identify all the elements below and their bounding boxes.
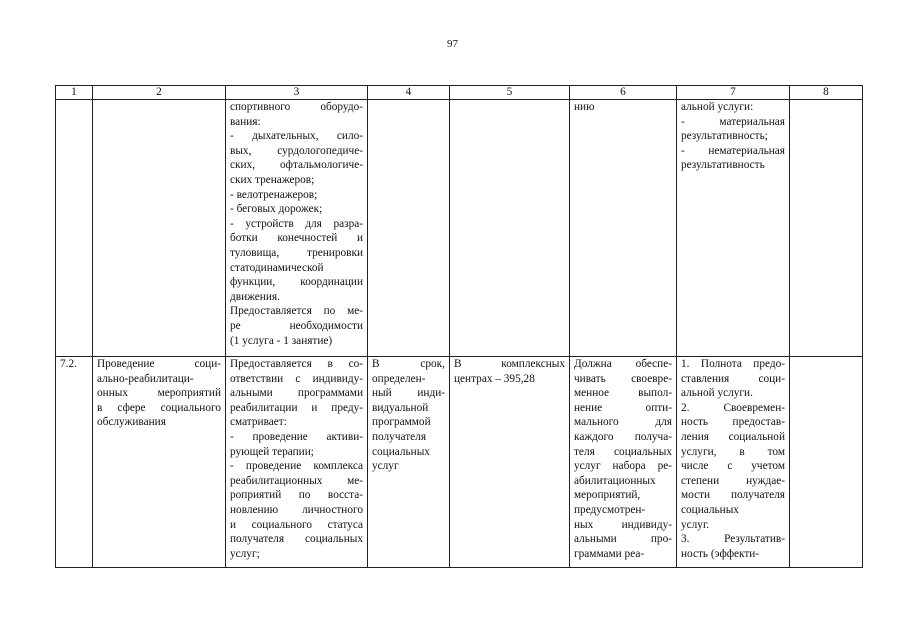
cell-line: мости получателя [681,489,785,502]
cell-line: Должна обеспе- [574,358,672,370]
cell-line: видуальной [372,401,429,414]
cell-line: услуги, в том [681,445,785,458]
cell-line: - беговых дорожек; [230,203,323,216]
cell-line: 7.2. [60,358,77,370]
table-cell [56,357,93,568]
cell-line: ре необходимости [230,319,363,332]
cell-line: вых, сурдологопедиче- [230,144,363,157]
cell-line: - устройств для разра- [230,217,363,230]
cell-line: ставления соци- [681,372,785,385]
cell-line: реабилитации и преду- [230,401,363,414]
page-number: 97 [447,38,458,50]
cell-line: ность (эффекти- [681,547,760,560]
cell-line: альной услуги. [681,387,753,400]
column-header: 6 [570,86,677,100]
cell-line: 2. Своевремен- [681,401,785,414]
table-cell [570,100,677,357]
cell-line: ских, офтальмологиче- [230,159,363,172]
table-cell [677,357,790,568]
cell-line: ность предостав- [681,416,785,429]
cell-line: 1. Полнота предо- [681,358,785,370]
cell-line: - велотренажеров; [230,188,318,201]
table-cell [368,100,450,357]
cell-line: ответствии с индивиду- [230,372,363,385]
cell-line: чивать своевре- [574,372,672,385]
table-cell [93,100,226,357]
cell-line: и социального статуса [230,518,363,531]
cell-line: числе с учетом [681,460,785,473]
cell-line: получателя [372,430,427,443]
table-cell [450,100,570,357]
cell-line: результативность; [681,130,768,143]
cell-line: движения. [230,290,280,303]
cell-line: услуг. [681,518,710,531]
cell-line: (1 услуга - 1 занятие) [230,334,333,347]
column-header: 1 [56,86,93,100]
cell-line: ных индивиду- [574,518,672,531]
cell-line: статодинамической [230,261,324,274]
cell-line: - проведение комплекса [230,460,363,473]
cell-line: - нематериальная [681,144,785,157]
cell-line: нение опти- [574,401,672,414]
table-cell [790,100,863,357]
column-header: 7 [677,86,790,100]
cell-line: ный инди- [372,387,445,400]
cell-line: сматривает: [230,416,287,429]
cell-line: каждого получа- [574,430,672,443]
column-header: 2 [93,86,226,100]
column-numbers-row [56,86,863,100]
column-header: 5 [450,86,570,100]
table-cell [790,357,863,568]
cell-line: роприятий по восста- [230,489,363,502]
cell-line: программой [372,416,431,429]
cell-line: - проведение активи- [230,430,363,443]
cell-line: альной услуги: [681,101,754,113]
cell-line: В комплексных [454,358,565,370]
cell-line: - дыхательных, сило- [230,130,363,143]
cell-line: Предоставляется по ме- [230,305,363,318]
cell-line: 3. Результатив- [681,533,785,546]
cell-line: социальных [681,503,739,516]
cell-line: Предоставляется в со- [230,358,363,370]
cell-line: услуг [372,460,399,473]
cell-line: ских тренажеров; [230,173,315,186]
cell-line: степени нуждае- [681,474,785,487]
cell-line: мального для [574,416,672,429]
cell-line: услуг набора ре- [574,460,672,473]
cell-line: ботки конечностей и [230,232,363,245]
cell-line: определен- [372,372,426,385]
table-cell [226,100,368,357]
cell-line: новлению личностного [230,503,363,516]
table-cell [450,357,570,568]
cell-line: вания: [230,115,261,128]
cell-line: Проведение соци- [97,358,221,370]
cell-line: социальных [372,445,430,458]
cell-line: теля социальных [574,445,672,458]
cell-line: онных мероприятий [97,387,221,400]
cell-line: В срок, [372,358,445,370]
cell-line: альными программами [230,387,363,400]
cell-line: граммами реа- [574,547,645,560]
cell-line: получателя социальных [230,533,363,546]
cell-line: рующей терапии; [230,445,314,458]
table-cell [570,357,677,568]
cell-line: реабилитационных ме- [230,474,363,487]
cell-line: услуг; [230,547,260,560]
cell-line: - материальная [681,115,785,128]
cell-line: результативность [681,159,765,172]
table-cell [677,100,790,357]
cell-line: спортивного оборудо- [230,101,363,113]
cell-line: нию [574,101,595,113]
cell-line: предусмотрен- [574,503,646,516]
cell-line: функции, координации [230,276,363,289]
cell-line: мероприятий, [574,489,641,502]
table-cell [56,100,93,357]
cell-line: центрах – 395,28 [454,372,535,385]
services-table [55,85,863,568]
cell-line: туловища, тренировки [230,246,363,259]
cell-line: менное выпол- [574,387,672,400]
cell-line: ления социальной [681,430,785,443]
table-row [56,100,863,357]
column-header: 4 [368,86,450,100]
cell-line: в сфере социального [97,401,221,414]
table-row [56,357,863,568]
cell-line: альными про- [574,533,672,546]
column-header: 3 [226,86,368,100]
table-cell [368,357,450,568]
column-header: 8 [790,86,863,100]
table-cell [93,357,226,568]
cell-line: обслуживания [97,416,166,429]
cell-line: ально-реабилитаци- [97,372,194,385]
table-cell [226,357,368,568]
cell-line: абилитационных [574,474,656,487]
